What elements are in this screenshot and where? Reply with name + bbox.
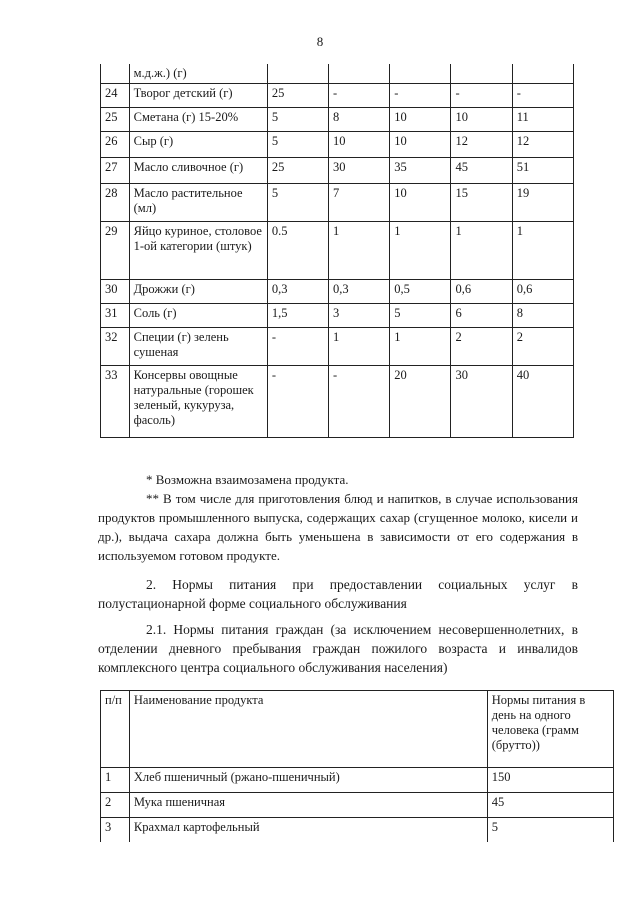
table-row [101,304,574,328]
cell-value: - [329,366,390,438]
cell-norm: 45 [487,793,613,818]
footnote-1: * Возможна взаимозамена продукта. [146,472,349,487]
cell-value: 8 [512,304,573,328]
cell-norm: 150 [487,768,613,793]
section-2-1-text: 2.1. Нормы питания граждан (за исключением несовершеннолетних, в отделении дневного пребывания граждан пожилого возраста и инвалидов комплексного центра социального обслуживания населения) [98,622,578,675]
table-row [101,158,574,184]
cell-value: 10 [329,132,390,158]
cell-value: 5 [267,132,328,158]
cell-value: 35 [390,158,451,184]
cell-value: 3 [329,304,390,328]
cell-value: 10 [390,132,451,158]
cell-value: - [267,328,328,366]
cell-name: Сметана (г) 15-20% [129,108,267,132]
cell-value: 0,6 [512,280,573,304]
table-header-row [101,691,614,768]
cell-value: 12 [512,132,573,158]
cell-value: 8 [329,108,390,132]
page-number: 8 [316,34,324,49]
cell-value: 1 [329,328,390,366]
cell-value: 0.5 [267,222,328,280]
cell-value: 5 [267,184,328,222]
cell-value: - [512,84,573,108]
cell-value: 20 [390,366,451,438]
cell-value: 1,5 [267,304,328,328]
cell-name: Сыр (г) [129,132,267,158]
cell-value: 1 [390,222,451,280]
table-row [101,132,574,158]
cell-value: 1 [390,328,451,366]
header-num: п/п [101,691,130,768]
cell-value: 12 [451,132,512,158]
cell-value: 25 [267,84,328,108]
cell-value: 19 [512,184,573,222]
cell-num: 26 [101,132,130,158]
table-row [101,818,614,843]
cell-value: 2 [451,328,512,366]
cell-num: 31 [101,304,130,328]
cell-value: - [267,366,328,438]
section-heading-2 [98,575,578,613]
daily-norms-table [100,690,614,842]
cell-num: 32 [101,328,130,366]
cell-value: 5 [390,304,451,328]
cell-value: 10 [390,108,451,132]
table-row [101,768,614,793]
cell-value: - [390,84,451,108]
footnote-2: ** В том числе для приготовления блюд и напитков, в случае использования продуктов промышленного выпуска, содержащих сахар (сгущенное молоко, кисели и др.), выдача сахара должна быть уменьшена в зависимости от его содержания в используемом готовом продукте. [98,491,578,563]
table-row [101,64,574,84]
cell-num: 29 [101,222,130,280]
cell-name: Дрожжи (г) [129,280,267,304]
table-row [101,280,574,304]
cell-name: Крахмал картофельный [129,818,487,843]
cell-value: - [451,84,512,108]
cell-name: Соль (г) [129,304,267,328]
table-row [101,793,614,818]
cell-name: Хлеб пшеничный (ржано-пшеничный) [129,768,487,793]
cell-name: Творог детский (г) [129,84,267,108]
cell-num: 3 [101,818,130,843]
table-row [101,222,574,280]
header-norm: Нормы питания в день на одного человека (грамм (брутто)) [487,691,613,768]
cell-value: 45 [451,158,512,184]
header-name: Наименование продукта [129,691,487,768]
cell-value: - [329,84,390,108]
cell-value: 51 [512,158,573,184]
table-row [101,366,574,438]
cell-value: 5 [267,108,328,132]
cell-num: 28 [101,184,130,222]
cell-value: 30 [329,158,390,184]
section-heading-2-1 [98,620,578,677]
cell-value: 15 [451,184,512,222]
table-row [101,184,574,222]
cell-value: 30 [451,366,512,438]
cell-value: 7 [329,184,390,222]
cell-value: 10 [390,184,451,222]
cell-name: Консервы овощные натуральные (горошек зеленый, кукуруза, фасоль) [129,366,267,438]
cell-name: Яйцо куриное, столовое 1-ой категории (штук) [129,222,267,280]
cell-num: 25 [101,108,130,132]
cell-value: 2 [512,328,573,366]
table-row [101,108,574,132]
cell-value: 1 [329,222,390,280]
cell-value: 40 [512,366,573,438]
cell-value: 1 [512,222,573,280]
food-norms-table-continued [100,64,574,438]
cell-num: 24 [101,84,130,108]
cell-value: 6 [451,304,512,328]
cell-value: 0,5 [390,280,451,304]
footnotes [98,470,578,565]
table-row [101,84,574,108]
cell-num: 33 [101,366,130,438]
cell-num: 30 [101,280,130,304]
cell-name: Масло сливочное (г) [129,158,267,184]
cell-value: 10 [451,108,512,132]
cell-value: 0,6 [451,280,512,304]
cell-name: Специи (г) зелень сушеная [129,328,267,366]
cell-value: 0,3 [329,280,390,304]
cell-num: 1 [101,768,130,793]
cell-value: 11 [512,108,573,132]
table-row [101,328,574,366]
cell-num: 27 [101,158,130,184]
cell-name: м.д.ж.) (г) [129,64,267,84]
cell-name: Мука пшеничная [129,793,487,818]
cell-value: 25 [267,158,328,184]
cell-name: Масло растительное (мл) [129,184,267,222]
cell-num: 2 [101,793,130,818]
cell-value: 1 [451,222,512,280]
cell-norm: 5 [487,818,613,843]
section-2-text: 2. Нормы питания при предоставлении социальных услуг в полустационарной форме социального обслуживания [98,577,578,611]
cell-value: 0,3 [267,280,328,304]
